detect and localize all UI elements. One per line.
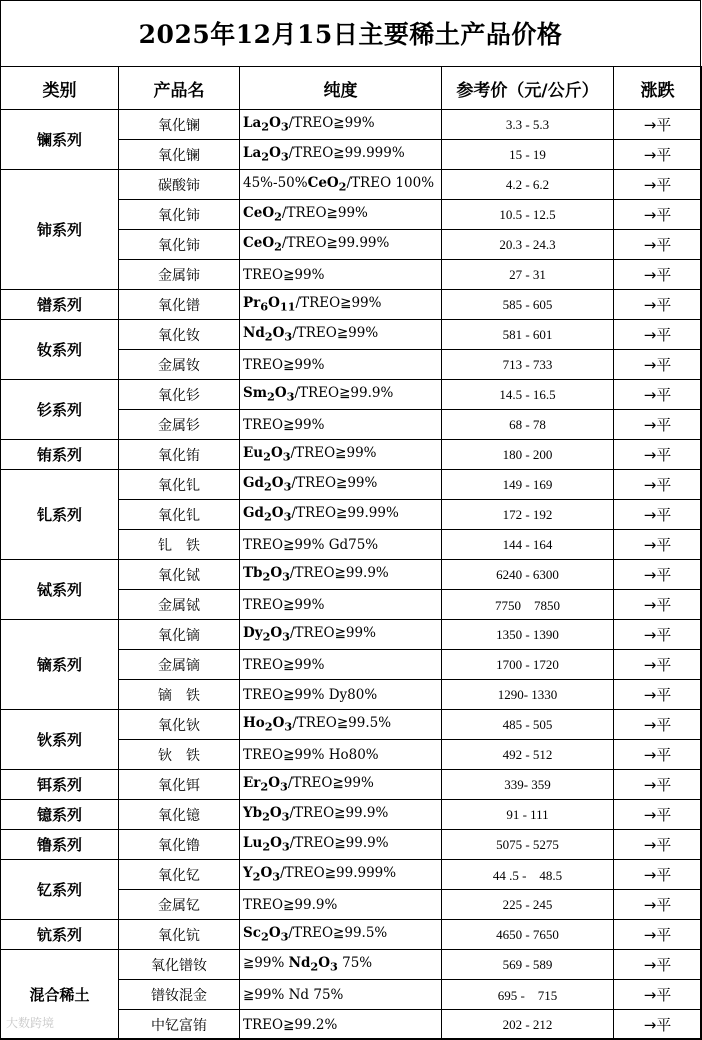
purity-cell: ≧99% $Nd_2O_3$ 75% — [240, 950, 442, 980]
purity-cell: $Gd_2O_3/TREO≧99.99\%$ — [240, 500, 442, 530]
header-row — [1, 67, 702, 110]
purity-cell: CeO$_2$/TREO≧99% — [240, 200, 442, 230]
change-cell: →平 — [614, 440, 702, 470]
purity-cell: 45%-50%CeO$_2$/TREO 100% — [240, 170, 442, 200]
table-row — [1, 860, 702, 890]
price-cell: 68 - 78 — [442, 410, 614, 440]
change-cell: →平 — [614, 500, 702, 530]
product-cell: 金属钐 — [119, 410, 240, 440]
category-cell: 钐系列 — [1, 380, 119, 440]
purity-cell: CeO$_2$/TREO≧99.99% — [240, 230, 442, 260]
price-cell: 485 - 505 — [442, 710, 614, 740]
table-row — [1, 950, 702, 980]
product-cell: 镨钕混金 — [119, 980, 240, 1010]
product-cell: 氧化镧 — [119, 140, 240, 170]
purity-cell: $Gd_2O_3/TREO≧99\%$ — [240, 470, 442, 500]
purity-cell: $Eu_2O_3/TREO≧99\%$ — [240, 440, 442, 470]
product-cell: 氧化钪 — [119, 920, 240, 950]
purity-cell: $Yb_2O_3/TREO≧99.9\%$ — [240, 800, 442, 830]
product-cell: 氧化镨钕 — [119, 950, 240, 980]
product-cell: 金属镝 — [119, 650, 240, 680]
change-cell: →平 — [614, 380, 702, 410]
purity-cell: $La_2O_3/TREO≧99\%$ — [240, 110, 442, 140]
purity-cell: $Er_2O_3/TREO≧99\%$ — [240, 770, 442, 800]
change-cell: →平 — [614, 200, 702, 230]
price-cell: 144 - 164 — [442, 530, 614, 560]
product-cell: 钆 铁 — [119, 530, 240, 560]
product-cell: 金属钇 — [119, 890, 240, 920]
price-cell: 695 - 715 — [442, 980, 614, 1010]
category-cell: 钇系列 — [1, 860, 119, 920]
price-cell: 27 - 31 — [442, 260, 614, 290]
table-row — [1, 440, 702, 470]
price-cell: 585 - 605 — [442, 290, 614, 320]
category-cell: 镝系列 — [1, 620, 119, 710]
table-row — [1, 770, 702, 800]
price-cell: 4.2 - 6.2 — [442, 170, 614, 200]
change-cell: →平 — [614, 740, 702, 770]
change-cell: →平 — [614, 620, 702, 650]
table-row — [1, 170, 702, 200]
watermark-text: 大数跨境 — [6, 1016, 55, 1030]
purity-cell: $Sm_2O_3/TREO≧99.9\%$ — [240, 380, 442, 410]
table-row — [1, 110, 702, 140]
change-cell: →平 — [614, 1010, 702, 1040]
category-cell: 铒系列 — [1, 770, 119, 800]
purity-cell: $Y_2O_3/TREO≧99.999\%$ — [240, 860, 442, 890]
category-cell: 镥系列 — [1, 830, 119, 860]
price-cell: 5075 - 5275 — [442, 830, 614, 860]
purity-cell: $Lu_2O_3/TREO≧99.9\%$ — [240, 830, 442, 860]
table-row — [1, 800, 702, 830]
product-cell: 氧化镨 — [119, 290, 240, 320]
purity-cell: TREO≧99% Ho80% — [240, 740, 442, 770]
purity-cell: TREO≧99.9% — [240, 890, 442, 920]
product-cell: 氧化铕 — [119, 440, 240, 470]
table-row — [1, 710, 702, 740]
category-cell: 钕系列 — [1, 320, 119, 380]
category-cell: 镱系列 — [1, 800, 119, 830]
change-cell: →平 — [614, 470, 702, 500]
product-cell: 氧化镥 — [119, 830, 240, 860]
price-cell: 4650 - 7650 — [442, 920, 614, 950]
product-cell: 氧化钬 — [119, 710, 240, 740]
change-cell: →平 — [614, 830, 702, 860]
price-cell: 569 - 589 — [442, 950, 614, 980]
table-row — [1, 830, 702, 860]
change-cell: →平 — [614, 140, 702, 170]
purity-cell: $Pr_6O_{11}/TREO≧99\%$ — [240, 290, 442, 320]
price-cell: 3.3 - 5.3 — [442, 110, 614, 140]
table-row — [1, 470, 702, 500]
change-cell: →平 — [614, 650, 702, 680]
product-cell: 碳酸铈 — [119, 170, 240, 200]
category-cell: 钬系列 — [1, 710, 119, 770]
change-cell: →平 — [614, 170, 702, 200]
category-cell: 镧系列 — [1, 110, 119, 170]
page-title: 2025年12月15日主要稀土产品价格 — [0, 0, 701, 67]
price-cell: 14.5 - 16.5 — [442, 380, 614, 410]
price-cell: 6240 - 6300 — [442, 560, 614, 590]
price-cell: 10.5 - 12.5 — [442, 200, 614, 230]
price-cell: 20.3 - 24.3 — [442, 230, 614, 260]
price-cell: 339- 359 — [442, 770, 614, 800]
price-cell: 1700 - 1720 — [442, 650, 614, 680]
product-cell: 氧化钕 — [119, 320, 240, 350]
change-cell: →平 — [614, 560, 702, 590]
product-cell: 氧化钇 — [119, 860, 240, 890]
product-cell: 氧化铒 — [119, 770, 240, 800]
price-cell: 581 - 601 — [442, 320, 614, 350]
header-category: 类别 — [1, 67, 119, 110]
purity-cell: TREO≧99% Dy80% — [240, 680, 442, 710]
category-cell: 镨系列 — [1, 290, 119, 320]
change-cell: →平 — [614, 800, 702, 830]
price-cell: 44 .5 - 48.5 — [442, 860, 614, 890]
category-cell: 铽系列 — [1, 560, 119, 620]
change-cell: →平 — [614, 230, 702, 260]
purity-cell: TREO≧99.2% — [240, 1010, 442, 1040]
product-cell: 氧化镧 — [119, 110, 240, 140]
change-cell: →平 — [614, 590, 702, 620]
price-cell: 149 - 169 — [442, 470, 614, 500]
change-cell: →平 — [614, 530, 702, 560]
change-cell: →平 — [614, 950, 702, 980]
price-cell: 713 - 733 — [442, 350, 614, 380]
header-purity: 纯度 — [240, 67, 442, 110]
product-cell: 金属铽 — [119, 590, 240, 620]
table-row — [1, 920, 702, 950]
table-row — [1, 560, 702, 590]
change-cell: →平 — [614, 710, 702, 740]
product-cell: 氧化镝 — [119, 620, 240, 650]
change-cell: →平 — [614, 110, 702, 140]
product-cell: 金属钕 — [119, 350, 240, 380]
change-cell: →平 — [614, 860, 702, 890]
price-cell: 225 - 245 — [442, 890, 614, 920]
category-cell: 铕系列 — [1, 440, 119, 470]
price-cell: 492 - 512 — [442, 740, 614, 770]
purity-cell: TREO≧99% Gd75% — [240, 530, 442, 560]
category-cell: 钪系列 — [1, 920, 119, 950]
product-cell: 镝 铁 — [119, 680, 240, 710]
purity-cell: TREO≧99% — [240, 260, 442, 290]
purity-cell: $Dy_2O_3/TREO≧99\%$ — [240, 620, 442, 650]
product-cell: 氧化钆 — [119, 470, 240, 500]
product-cell: 中钇富铕 — [119, 1010, 240, 1040]
price-table — [0, 66, 702, 1040]
purity-cell: TREO≧99% — [240, 350, 442, 380]
purity-cell: $Sc_2O_3/TREO≧99.5\%$ — [240, 920, 442, 950]
change-cell: →平 — [614, 410, 702, 440]
change-cell: →平 — [614, 260, 702, 290]
price-cell: 202 - 212 — [442, 1010, 614, 1040]
product-cell: 氧化钆 — [119, 500, 240, 530]
product-cell: 钬 铁 — [119, 740, 240, 770]
change-cell: →平 — [614, 350, 702, 380]
purity-cell: TREO≧99% — [240, 410, 442, 440]
price-cell: 1290- 1330 — [442, 680, 614, 710]
product-cell: 金属铈 — [119, 260, 240, 290]
price-cell: 15 - 19 — [442, 140, 614, 170]
change-cell: →平 — [614, 320, 702, 350]
header-product: 产品名 — [119, 67, 240, 110]
header-change: 涨跌 — [614, 67, 702, 110]
price-cell: 180 - 200 — [442, 440, 614, 470]
product-cell: 氧化铈 — [119, 200, 240, 230]
table-row — [1, 290, 702, 320]
price-cell: 1350 - 1390 — [442, 620, 614, 650]
table-row — [1, 320, 702, 350]
price-cell: 7750 7850 — [442, 590, 614, 620]
change-cell: →平 — [614, 920, 702, 950]
price-cell: 172 - 192 — [442, 500, 614, 530]
product-cell: 氧化铽 — [119, 560, 240, 590]
table-row — [1, 620, 702, 650]
price-cell: 91 - 111 — [442, 800, 614, 830]
change-cell: →平 — [614, 680, 702, 710]
change-cell: →平 — [614, 770, 702, 800]
purity-cell: TREO≧99% — [240, 590, 442, 620]
product-cell: 氧化镱 — [119, 800, 240, 830]
header-price: 参考价（元/公斤） — [442, 67, 614, 110]
category-cell: 钆系列 — [1, 470, 119, 560]
product-cell: 氧化铈 — [119, 230, 240, 260]
table-header — [1, 67, 702, 110]
purity-cell: $Tb_2O_3/TREO≧99.9\%$ — [240, 560, 442, 590]
category-cell: 混合稀土 — [1, 950, 119, 1040]
change-cell: →平 — [614, 290, 702, 320]
table-row — [1, 380, 702, 410]
purity-cell: ≧99% Nd 75% — [240, 980, 442, 1010]
change-cell: →平 — [614, 980, 702, 1010]
purity-cell: $La_2O_3/TREO≧99.999\%$ — [240, 140, 442, 170]
category-cell: 铈系列 — [1, 170, 119, 290]
purity-cell: $Ho_2O_3/TREO≧99.5\%$ — [240, 710, 442, 740]
purity-cell: TREO≧99% — [240, 650, 442, 680]
purity-cell: $Nd_2O_3/TREO≧99\%$ — [240, 320, 442, 350]
product-cell: 氧化钐 — [119, 380, 240, 410]
change-cell: →平 — [614, 890, 702, 920]
table-body — [1, 110, 702, 1040]
